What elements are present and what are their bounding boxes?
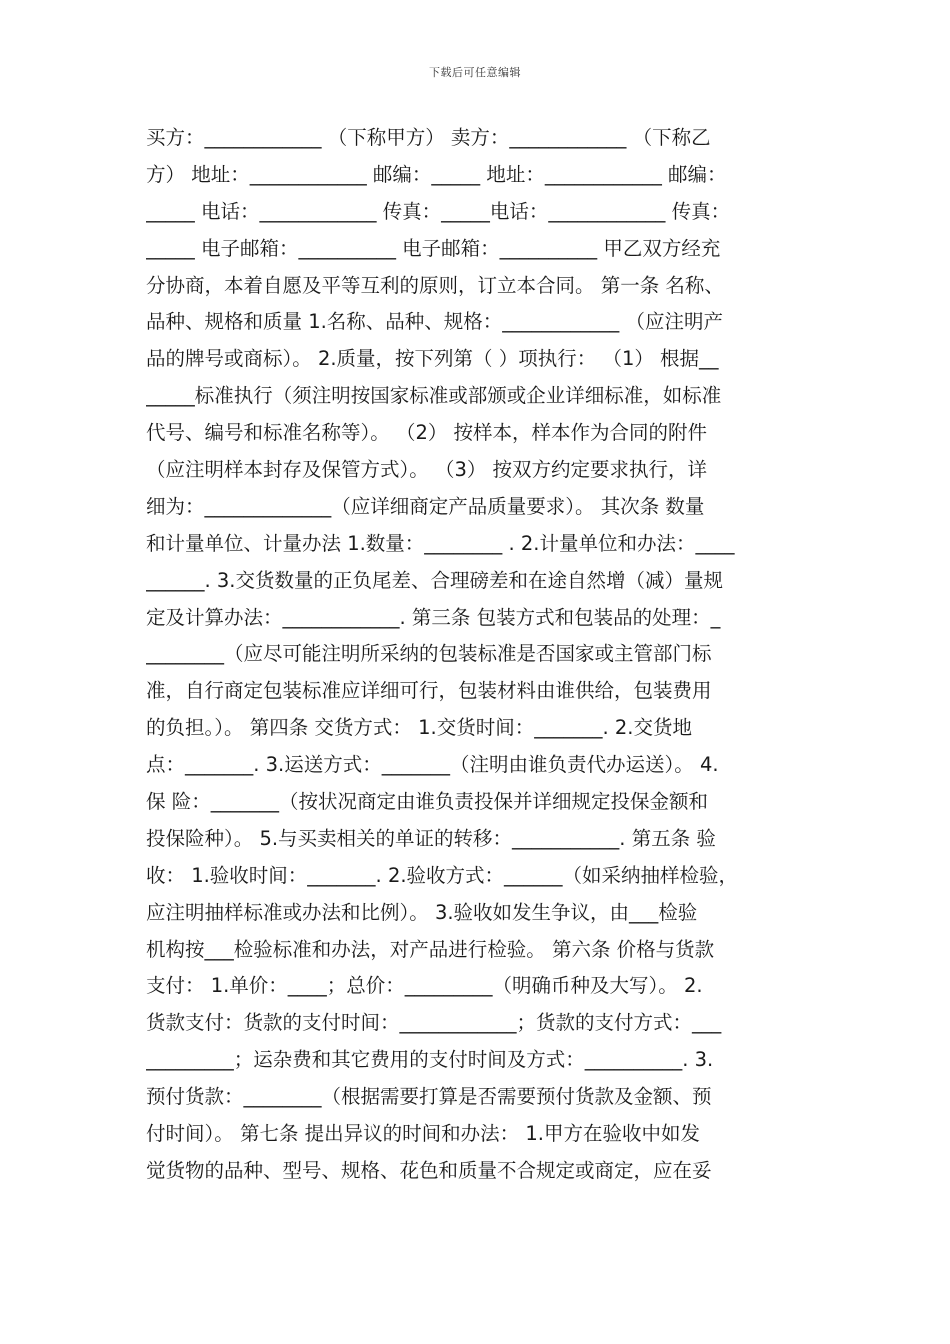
text-line: 点：_______. 3.运送方式：_______（注明由谁负责代办运送）。 4. — [146, 753, 719, 777]
text-line: 收： 1.验收时间：_______. 2.验收方式：______（如采纳抽样检验， — [146, 863, 739, 887]
text-line: 代号、编号和标准名称等）。 （2） 按样本，样本作为合同的附件 — [146, 421, 708, 445]
text-line: 品种、规格和质量 1.名称、品种、规格：____________ （应注明产 — [146, 310, 724, 334]
text-line: _________；运杂费和其它费用的支付时间及方式：__________. 3. — [146, 1048, 714, 1072]
text-line: _____ 电话：____________ 传真：_____电话：____________ 传真： — [146, 199, 731, 223]
text-line: 定及计算办法：____________. 第三条 包装方式和包装品的处理：_ — [146, 605, 721, 629]
contract-body — [146, 120, 810, 1190]
header-note: 下载后可任意编辑 — [429, 66, 521, 79]
text-line: _____ 电子邮箱：__________ 电子邮箱：__________ 甲乙双方经充 — [146, 236, 721, 260]
text-line: _____标准执行（须注明按国家标准或部颁或企业详细标准，如标准 — [146, 384, 722, 408]
text-line: 买方：____________ （下称甲方） 卖方：____________ （下称乙 — [146, 126, 711, 149]
text-line: 和计量单位、计量办法 1.数量：________ . 2.计量单位和办法：____ — [146, 531, 735, 555]
text-line: 细为：_____________（应详细商定产品质量要求）。 其次条 数量 — [146, 494, 705, 518]
text-line: 机构按___检验标准和办法，对产品进行检验。 第六条 价格与货款 — [146, 937, 715, 961]
text-line: 货款支付：货款的支付时间：____________；货款的支付方式：___ — [146, 1011, 722, 1035]
text-line: 预付货款：________（根据需要打算是否需要预付货款及金额、预 — [146, 1085, 712, 1109]
text-line: 应注明抽样标准或办法和比例）。 3.验收如发生争议，由___检验 — [146, 900, 698, 924]
text-line: 付时间）。 第七条 提出异议的时间和办法： 1.甲方在验收中如发 — [146, 1122, 700, 1146]
text-line: 方） 地址：____________ 邮编：_____ 地址：____________ 邮编： — [146, 162, 727, 186]
text-line: 品的牌号或商标）。 2.质量，按下列第（ ）项执行： （1） 根据__ — [146, 347, 719, 371]
text-line: 保 险：_______（按状况商定由谁负责投保并详细规定投保金额和 — [146, 790, 708, 814]
text-line: 的负担。）。 第四条 交货方式： 1.交货时间：_______. 2.交货地 — [146, 716, 692, 740]
text-line: 投保险种）。 5.与买卖相关的单证的转移：___________. 第五条 验 — [146, 826, 716, 850]
text-line: 觉货物的品种、型号、规格、花色和质量不合规定或商定，应在妥 — [146, 1158, 712, 1182]
text-line: 准，自行商定包装标准应详细可行，包装材料由谁供给，包装费用 — [146, 679, 712, 703]
text-line: ________（应尽可能注明所采纳的包装标准是否国家或主管部门标 — [146, 642, 712, 666]
text-line: ______. 3.交货数量的正负尾差、合理磅差和在途自然增（减）量规 — [146, 568, 724, 592]
text-line: （应注明样本封存及保管方式）。 （3） 按双方约定要求执行，详 — [146, 458, 708, 482]
text-line: 支付： 1.单价：____；总价：_________（明确币种及大写）。 2. — [146, 974, 703, 998]
text-line: 分协商，本着自愿及平等互利的原则，订立本合同。 第一条 名称、 — [146, 273, 724, 297]
